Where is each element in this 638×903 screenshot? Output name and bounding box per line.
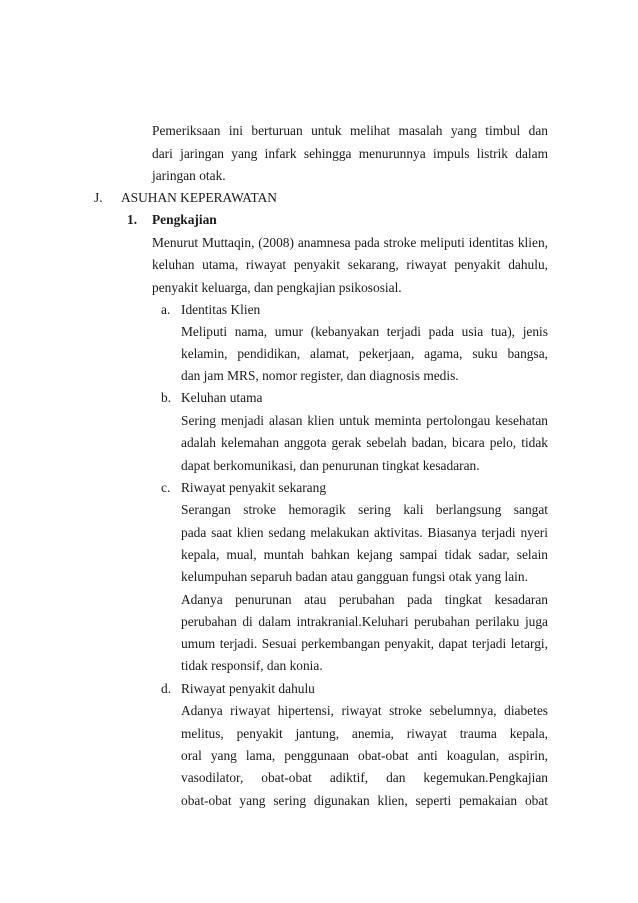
item-b-title: Keluhan utama: [181, 390, 263, 405]
item-d-letter: d.: [161, 681, 172, 696]
item-b-line-3: dapat berkomunikasi, dan penurunan tingkat kesadaran.: [181, 458, 480, 473]
item-a-letter: a.: [161, 302, 171, 317]
item-d-line-4: vasodilator, obat-obat adiktif, dan kegemukan.Pengkajian: [181, 770, 548, 785]
item-d-title: Riwayat penyakit dahulu: [181, 681, 315, 696]
item-c-letter: c.: [161, 480, 171, 495]
item-c-line-1: Serangan stroke hemoragik sering kali berlangsung sangat: [181, 502, 548, 517]
section-title: ASUHAN KEPERAWATAN: [121, 190, 277, 205]
subsection-number: 1.: [127, 212, 138, 227]
subsection-line-1: Menurut Muttaqin, (2008) anamnesa pada stroke meliputi identitas klien,: [152, 235, 548, 250]
item-a-line-3: dan jam MRS, nomor register, dan diagnosis medis.: [181, 368, 459, 383]
item-d-line-3: oral yang lama, penggunaan obat-obat anti koagulan, aspirin,: [181, 748, 548, 763]
intro-line-2: dari jaringan yang infark sehingga menurunnya impuls listrik dalam: [152, 146, 548, 161]
intro-line-1: Pemeriksaan ini berturuan untuk melihat masalah yang timbul dan: [152, 123, 548, 138]
subsection-line-3: penyakit keluarga, dan pengkajian psikososial.: [152, 280, 402, 295]
item-c-line-3: kepala, mual, muntah bahkan kejang sampai tidak sadar, selain: [181, 547, 548, 562]
item-a-title: Identitas Klien: [181, 302, 261, 317]
item-c-line-5: Adanya penurunan atau perubahan pada tingkat kesadaran: [181, 592, 548, 607]
item-c-line-7: umum terjadi. Sesuai perkembangan penyakit, dapat terjadi letargi,: [181, 636, 548, 651]
item-d-line-5: obat-obat yang sering digunakan klien, seperti pemakaian obat: [181, 793, 548, 808]
item-c-line-4: kelumpuhan separuh badan atau gangguan fungsi otak yang lain.: [181, 569, 528, 584]
intro-line-3: jaringan otak.: [152, 168, 226, 183]
item-c-title: Riwayat penyakit sekarang: [181, 480, 327, 495]
item-b-line-1: Sering menjadi alasan klien untuk meminta pertolongau kesehatan: [181, 413, 548, 428]
subsection-title: Pengkajian: [152, 212, 217, 227]
section-marker: J.: [94, 190, 103, 205]
item-b-letter: b.: [161, 390, 172, 405]
item-c-line-6: perubahan di dalam intrakranial.Keluhari perubahan perilaku juga: [181, 614, 548, 629]
item-d-line-2: melitus, penyakit jantung, anemia, riwayat trauma kepala,: [181, 726, 548, 741]
item-c-line-8: tidak responsif, dan konia.: [181, 658, 323, 673]
item-d-line-1: Adanya riwayat hipertensi, riwayat stroke sebelumnya, diabetes: [181, 703, 548, 718]
item-b-line-2: adalah kelemahan anggota gerak sebelah badan, bicara pelo, tidak: [181, 435, 548, 450]
item-a-line-2: kelamin, pendidikan, alamat, pekerjaan, agama, suku bangsa,: [181, 346, 548, 361]
subsection-line-2: keluhan utama, riwayat penyakit sekarang, riwayat penyakit dahulu,: [152, 257, 548, 272]
item-c-line-2: pada saat klien sedang melakukan aktivitas. Biasanya terjadi nyeri: [181, 525, 548, 540]
item-a-line-1: Meliputi nama, umur (kebanyakan terjadi pada usia tua), jenis: [181, 324, 548, 339]
